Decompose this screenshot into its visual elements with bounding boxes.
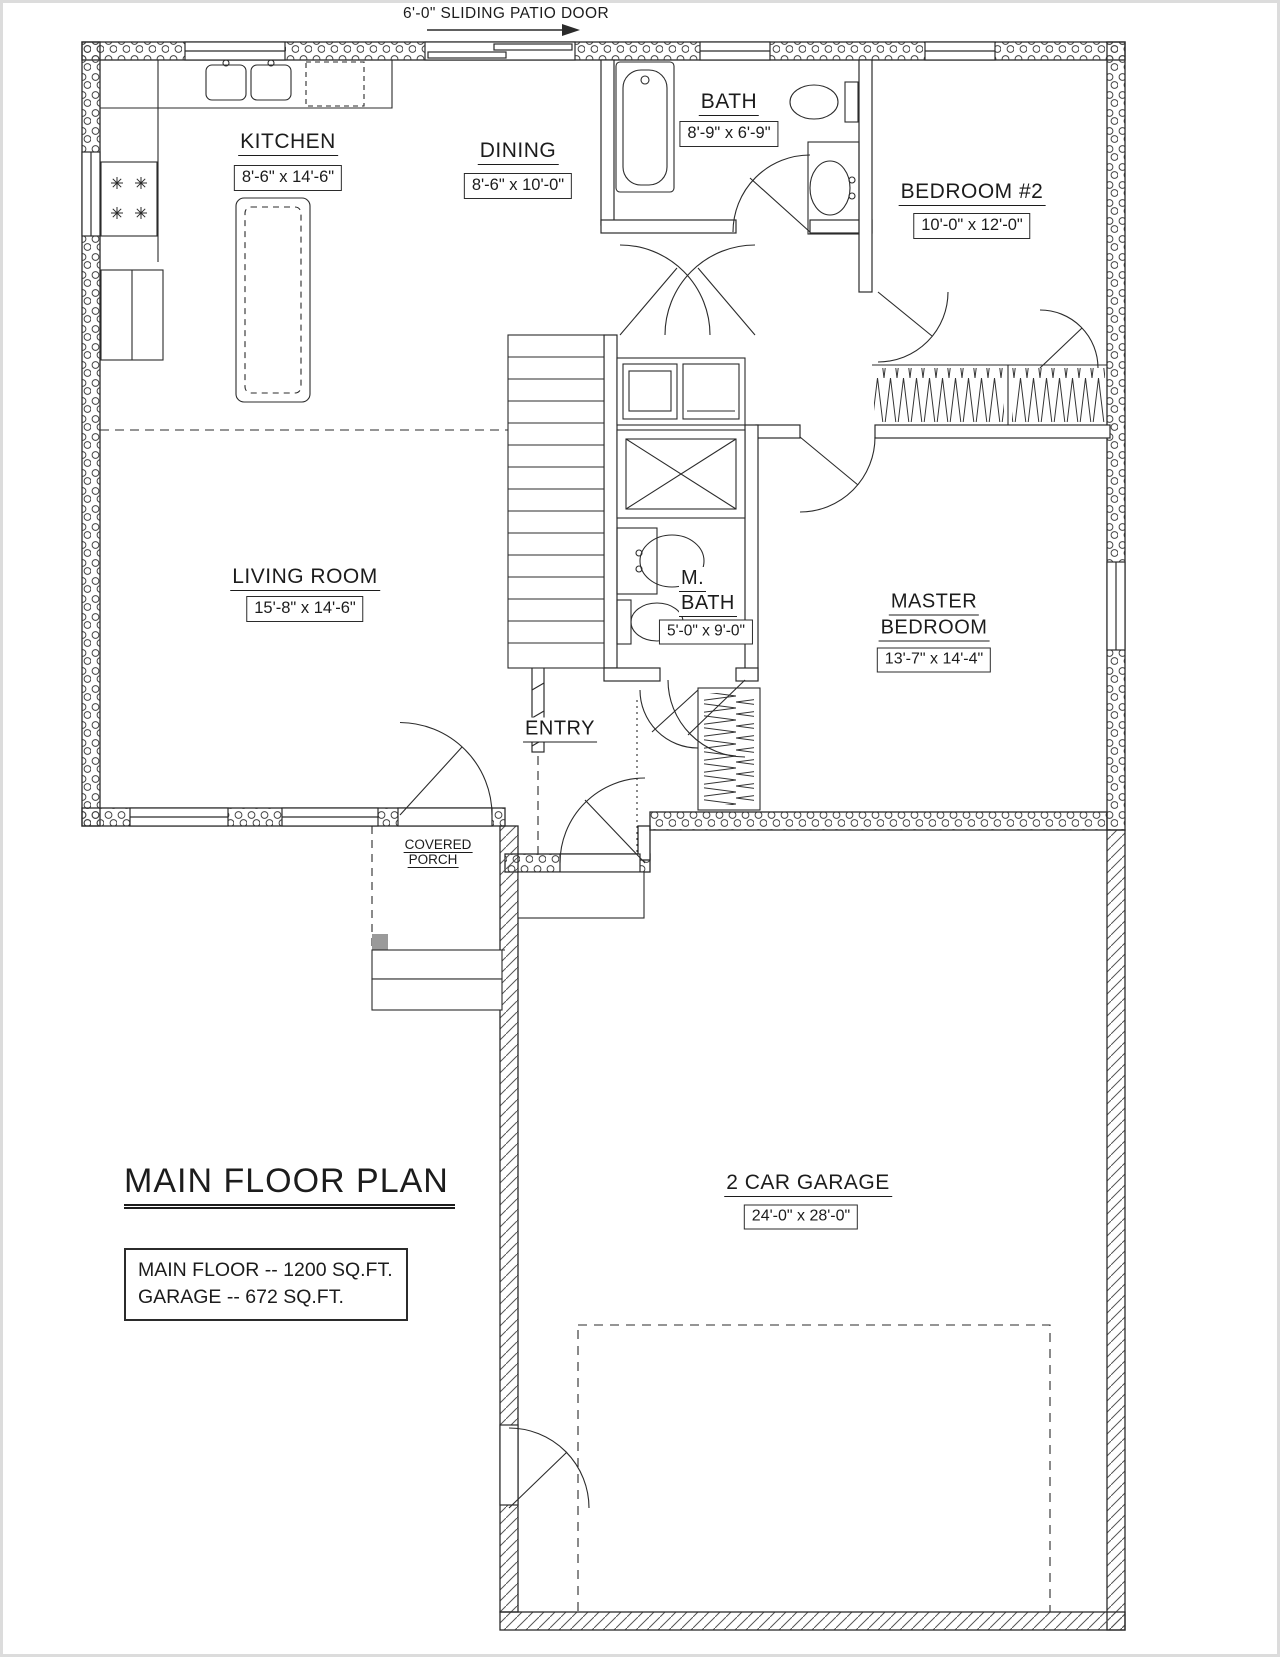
label-master-bath-line1: M. — [679, 567, 706, 592]
patio-door-arrow — [427, 24, 580, 36]
label-garage: 2 CAR GARAGE — [724, 1171, 892, 1197]
label-master-bedroom-line1: MASTER — [889, 591, 979, 616]
dims-bedroom2: 10'-0" x 12'-0" — [913, 213, 1030, 239]
exterior-walls — [82, 42, 1125, 1630]
stairs — [508, 335, 604, 668]
label-master-bedroom-line2: BEDROOM — [879, 617, 990, 642]
label-dining: DINING — [478, 139, 559, 165]
label-covered-porch-line2: PORCH — [408, 852, 458, 867]
area-stats-box — [124, 1248, 408, 1321]
patio-door-label: 6'-0" SLIDING PATIO DOOR — [402, 5, 610, 22]
label-master-bath-line2: BATH — [679, 592, 737, 617]
sliding-patio-door — [425, 42, 575, 60]
dims-kitchen: 8'-6" x 14'-6" — [234, 165, 342, 191]
dims-master-bedroom: 13'-7" x 14'-4" — [877, 648, 991, 673]
label-kitchen: KITCHEN — [238, 130, 338, 156]
label-entry: ENTRY — [523, 718, 597, 743]
stats-garage: GARAGE -- 672 SQ.FT. — [138, 1285, 344, 1308]
dims-bath: 8'-9" x 6'-9" — [679, 121, 778, 147]
label-covered-porch-line1: COVERED — [404, 837, 472, 852]
label-bath: BATH — [699, 90, 759, 116]
label-living-room: LIVING ROOM — [230, 565, 380, 591]
dims-living-room: 15'-8" x 14'-6" — [246, 596, 363, 622]
dims-garage: 24'-0" x 28'-0" — [744, 1205, 858, 1230]
label-bedroom2: BEDROOM #2 — [899, 180, 1046, 206]
page-title: MAIN FLOOR PLAN — [124, 1162, 455, 1209]
bedroom2-closets — [872, 365, 1107, 425]
garage-elements — [518, 872, 1050, 1612]
dims-dining: 8'-6" x 10'-0" — [464, 173, 572, 199]
dims-master-bath: 5'-0" x 9'-0" — [659, 620, 753, 645]
master-closet — [698, 688, 760, 810]
bath-fixtures — [616, 62, 859, 234]
stats-main-floor: MAIN FLOOR -- 1200 SQ.FT. — [138, 1259, 393, 1281]
kitchen-fixtures — [100, 60, 392, 402]
